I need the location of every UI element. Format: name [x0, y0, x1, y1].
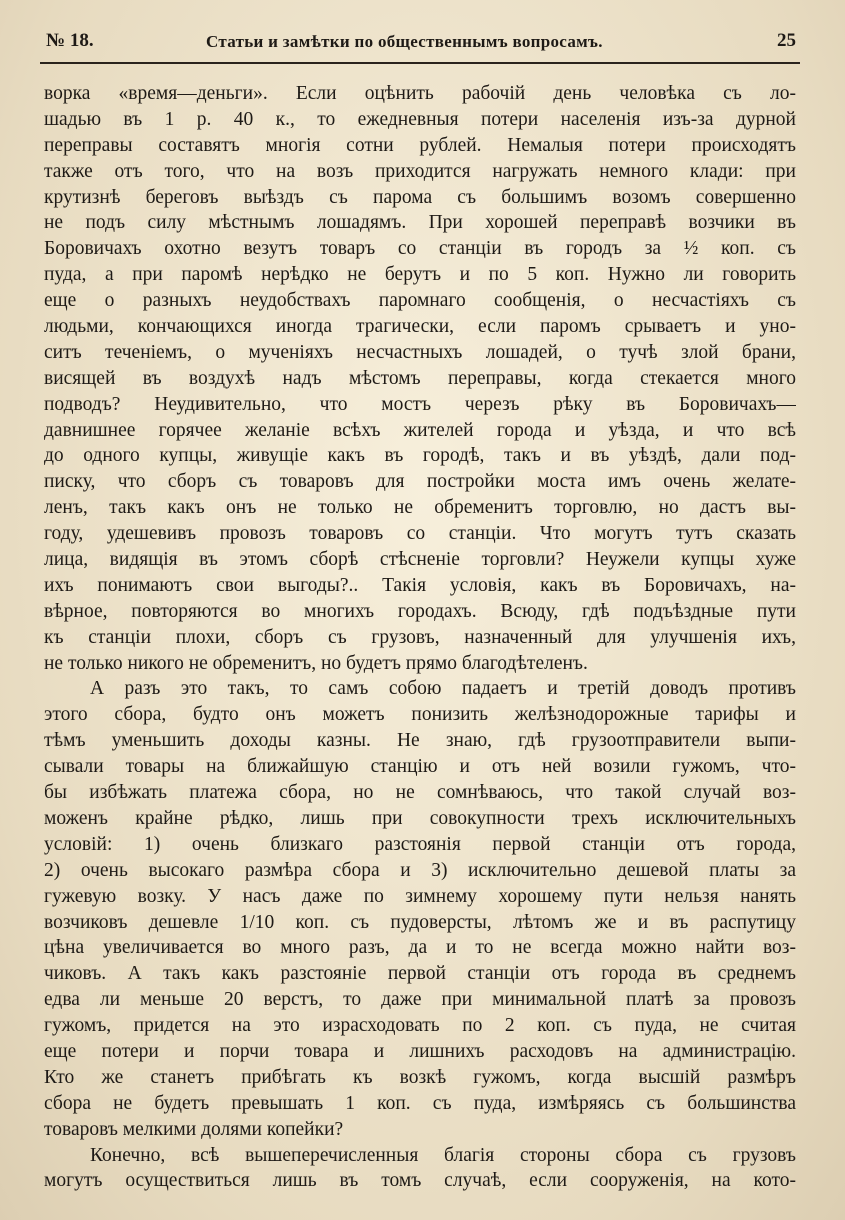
- text-line: вѣрное, повторяются во многихъ городахъ. Всюду, гдѣ подъѣздные пути: [44, 600, 796, 622]
- text-line: Боровичахъ охотно везутъ товаръ со станціи въ городъ за ½ коп. съ: [44, 238, 796, 260]
- text-line: до одного купцы, живущіе какъ въ городѣ, такъ и въ уѣздѣ, дали под-: [44, 445, 796, 467]
- text-line: ситъ теченіемъ, о мученіяхъ несчастныхъ лошадей, о тучѣ злой брани,: [44, 341, 796, 363]
- text-line: подводъ? Неудивительно, что мостъ черезъ рѣку въ Боровичахъ—: [44, 393, 796, 415]
- text-line: году, удешевивъ провозъ товаровъ со станціи. Что могутъ тутъ сказать: [44, 523, 796, 545]
- text-line: переправы составятъ многія сотни рублей. Немалыя потери происходятъ: [44, 134, 796, 156]
- text-line: возчиковъ дешевле 1/10 коп. съ пудоверсты, лѣтомъ же и въ распутицу: [44, 911, 796, 933]
- text-line: ихъ понимаютъ свои выгоды?.. Такія условія, какъ въ Боровичахъ, на-: [44, 574, 796, 596]
- text-line: ленъ, такъ какъ онъ не только не обременитъ торговлю, но дастъ вы-: [44, 497, 796, 519]
- header-rule: [40, 62, 800, 64]
- page-number: 25: [777, 30, 796, 51]
- body-text: [44, 81, 796, 1194]
- text-line: висящей въ воздухѣ надъ мѣстомъ переправы, когда стекается много: [44, 367, 796, 389]
- text-line: Конечно, всѣ вышеперечисленныя благія стороны сбора съ грузовъ: [90, 1144, 796, 1166]
- text-line: бы избѣжать платежа сбора, но не сомнѣваюсь, что такой случай воз-: [44, 782, 796, 804]
- text-line: тѣмъ уменьшить доходы казны. Не знаю, гдѣ грузоотправители выпи-: [44, 730, 796, 752]
- text-line: 2) очень высокаго размѣра сбора и 3) исключительно дешевой платы за: [44, 859, 796, 881]
- text-line: людьми, кончающихся иногда трагически, если паромъ срываетъ и уно-: [44, 316, 796, 338]
- text-line: А разъ это такъ, то самъ собою падаетъ и третій доводъ противъ: [90, 678, 796, 700]
- text-line: еще о разныхъ неудобствахъ паромнаго сообщенія, о несчастіяхъ съ: [44, 290, 796, 312]
- text-line: чиковъ. А такъ какъ разстояніе первой станціи отъ города въ среднемъ: [44, 963, 796, 985]
- text-line: писку, что сборъ съ товаровъ для постройки моста имъ очень желате-: [44, 471, 796, 493]
- text-line: могутъ осуществиться лишь въ томъ случаѣ, если сооруженія, на кото-: [44, 1170, 796, 1192]
- text-line: крутизнѣ береговъ выѣздъ съ парома съ большимъ возомъ совершенно: [44, 186, 796, 208]
- running-title: Статьи и замѣтки по общественнымъ вопросамъ.: [206, 32, 603, 51]
- text-line: Кто же станетъ прибѣгать къ возкѣ гужомъ, когда высшій размѣръ: [44, 1066, 796, 1088]
- text-line: лица, видящія въ этомъ сборѣ стѣсненіе торговли? Неужели купцы хуже: [44, 549, 796, 571]
- text-line: гужевую возку. У насъ даже по зимнему хорошему пути нельзя нанять: [44, 885, 796, 907]
- text-line: гужомъ, придется на это израсходовать по 2 коп. съ пуда, не считая: [44, 1015, 796, 1037]
- text-line: давнишнее горячее желаніе всѣхъ жителей города и уѣзда, и что всѣ: [44, 419, 796, 441]
- text-line: шадью въ 1 р. 40 к., то ежедневныя потери населенія изъ-за дурной: [44, 108, 796, 130]
- text-line: пуда, а при паромѣ нерѣдко не берутъ и по 5 коп. Нужно ли говорить: [44, 264, 796, 286]
- text-line: не подъ силу мѣстнымъ лошадямъ. При хорошей переправѣ возчики въ: [44, 212, 796, 234]
- text-line: моженъ крайне рѣдко, лишь при совокупности трехъ исключительныхъ: [44, 807, 796, 829]
- text-line: сывали товары на ближайшую станцію и отъ ней возили гужомъ, что-: [44, 756, 796, 778]
- text-line: не только никого не обременитъ, но будетъ прямо благодѣтеленъ.: [44, 652, 588, 674]
- running-header: [40, 30, 800, 56]
- text-line: также отъ того, что на возъ приходится нагружать немного клади: при: [44, 160, 796, 182]
- text-line: цѣна увеличивается во много разъ, да и то не всегда можно найти воз-: [44, 937, 796, 959]
- text-line: ворка «время—деньги». Если оцѣнить рабочій день человѣка съ ло-: [44, 83, 796, 104]
- text-line: къ станціи плохи, сборъ съ грузовъ, назначенный для улучшенія ихъ,: [44, 626, 796, 648]
- issue-number: № 18.: [46, 30, 94, 51]
- text-line: условій: 1) очень близкаго разстоянія первой станціи отъ города,: [44, 833, 796, 855]
- text-line: этого сбора, будто онъ можетъ понизить желѣзнодорожные тарифы и: [44, 704, 796, 726]
- text-line: едва ли меньше 20 верстъ, то даже при минимальной платѣ за провозъ: [44, 989, 796, 1011]
- text-line: еще потери и порчи товара и лишнихъ расходовъ на администрацію.: [44, 1040, 796, 1062]
- text-line: сбора не будетъ превышать 1 коп. съ пуда, измѣряясь съ большинства: [44, 1092, 796, 1114]
- text-line: товаровъ мелкими долями копейки?: [44, 1118, 344, 1140]
